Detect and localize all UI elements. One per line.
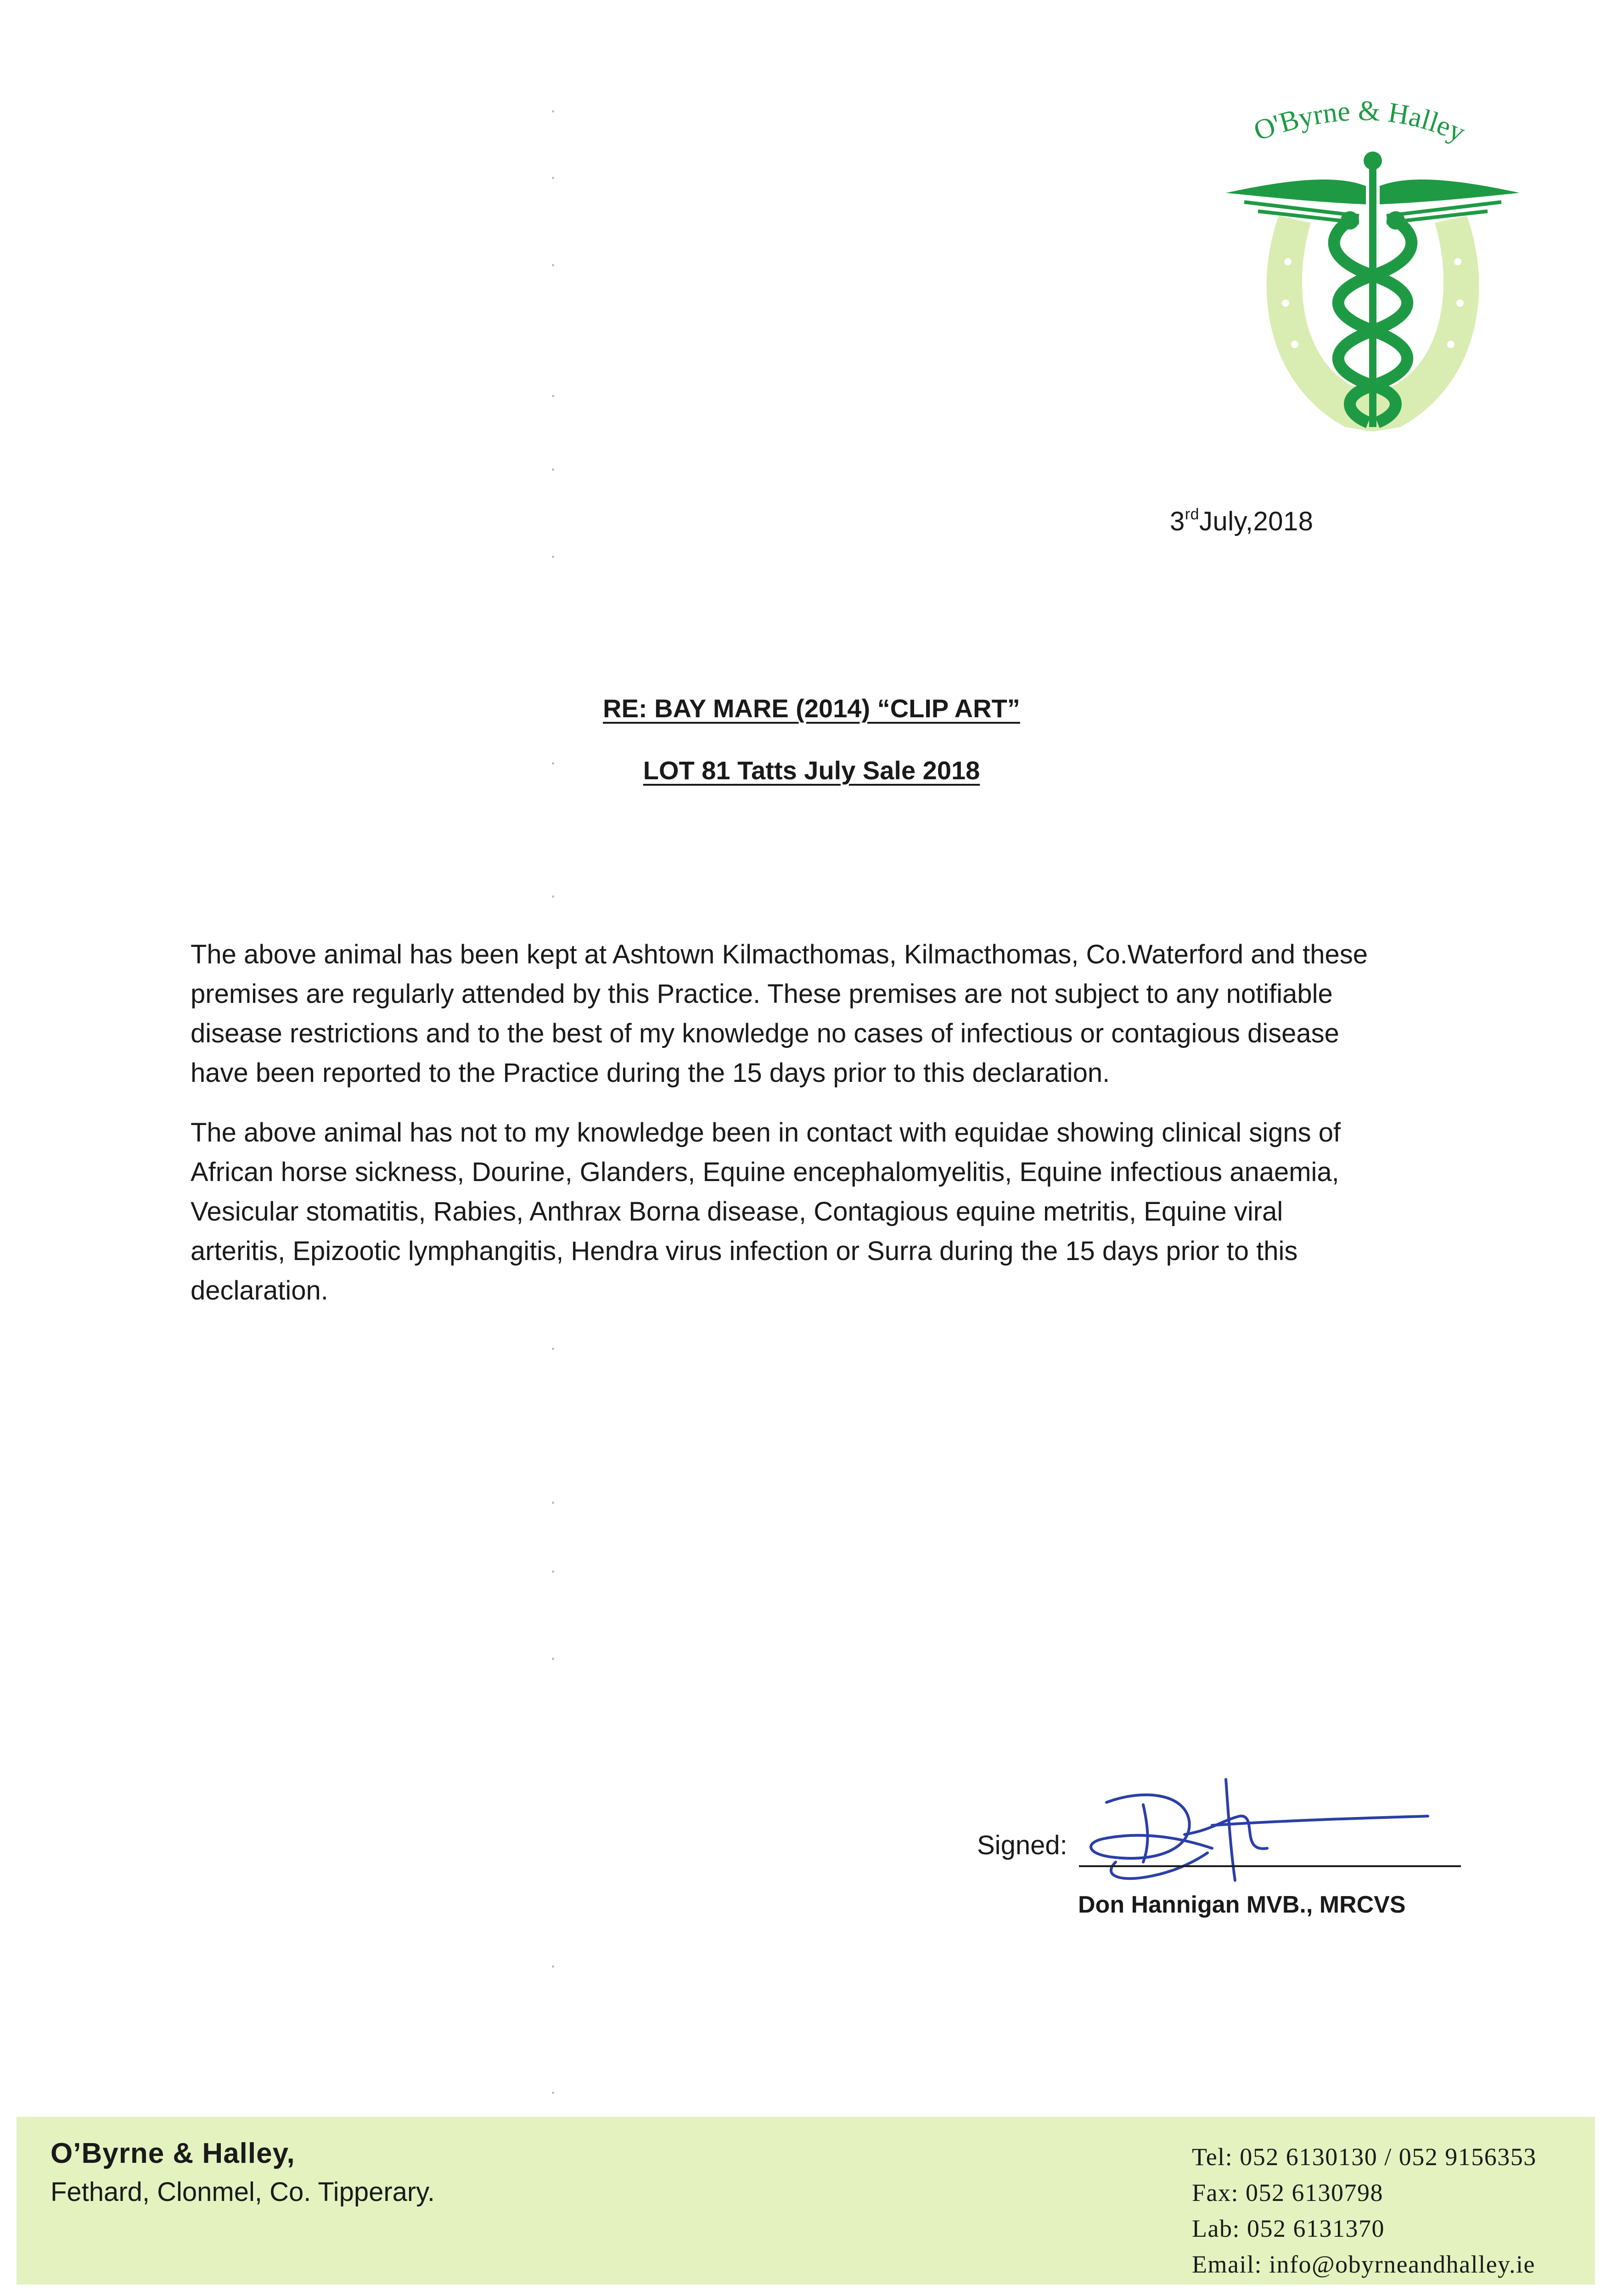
paragraph-line: have been reported to the Practice during the 15 days prior to this declaration. xyxy=(191,1058,1110,1088)
handwritten-signature xyxy=(1074,1770,1432,1890)
scan-dot xyxy=(552,2092,554,2094)
scan-dot xyxy=(552,264,554,266)
scan-dot xyxy=(552,110,554,113)
reference-line-2: LOT 81 Tatts July Sale 2018 xyxy=(643,756,980,785)
scan-dot xyxy=(552,177,554,179)
date-rest: July,2018 xyxy=(1199,506,1314,536)
scan-dot xyxy=(552,1658,554,1660)
paragraph-line: African horse sickness, Dourine, Glanders, Equine encephalomyelitis, Equine infectious anaemia, xyxy=(191,1157,1339,1187)
scan-dot xyxy=(552,1570,554,1573)
footer-fax: Fax: 052 6130798 xyxy=(1192,2179,1384,2206)
paragraph-line: disease restrictions and to the best of my knowledge no cases of infectious or contagious disease xyxy=(191,1019,1339,1048)
reference-line-1: RE: BAY MARE (2014) “CLIP ART” xyxy=(603,694,1020,723)
footer-tel: Tel: 052 6130130 / 052 9156353 xyxy=(1192,2143,1537,2171)
scan-dot xyxy=(552,556,554,558)
footer-practice-name: O’Byrne & Halley, xyxy=(51,2138,295,2169)
practice-logo xyxy=(1207,64,1538,459)
signature-line xyxy=(1079,1865,1461,1867)
paragraph-line: Vesicular stomatitis, Rabies, Anthrax Borna disease, Contagious equine metritis, Equine viral xyxy=(191,1197,1283,1227)
footer-email: Email: info@obyrneandhalley.ie xyxy=(1192,2251,1536,2278)
body-paragraph-1 xyxy=(191,935,1430,1093)
paragraph-line: The above animal has been kept at Ashtown Kilmacthomas, Kilmacthomas, Co.Waterford and these xyxy=(191,940,1368,969)
scan-dot xyxy=(552,1502,554,1504)
footer-contact-block xyxy=(1192,2139,1537,2282)
scan-dot xyxy=(552,895,554,898)
footer-lab: Lab: 052 6131370 xyxy=(1192,2215,1385,2242)
letter-date xyxy=(1170,506,1313,537)
date-suffix: rd xyxy=(1185,506,1199,523)
footer-address: Fethard, Clonmel, Co. Tipperary. xyxy=(51,2177,435,2207)
letter-footer xyxy=(17,2117,1595,2285)
paragraph-line: declaration. xyxy=(191,1276,328,1306)
date-day: 3 xyxy=(1170,506,1185,536)
body-paragraph-2 xyxy=(191,1113,1430,1311)
paragraph-line: arteritis, Epizootic lymphangitis, Hendra virus infection or Surra during the 15 days prior to this xyxy=(191,1236,1298,1266)
signed-label: Signed: xyxy=(977,1830,1067,1860)
scan-dot xyxy=(552,1965,554,1968)
signer-name: Don Hannigan MVB., MRCVS xyxy=(1078,1891,1406,1918)
scan-dot xyxy=(552,1348,554,1350)
paragraph-line: The above animal has not to my knowledge been in contact with equidae showing clinical signs of xyxy=(191,1118,1341,1148)
scan-dot xyxy=(552,395,554,397)
scan-dot xyxy=(552,468,554,471)
paragraph-line: premises are regularly attended by this Practice. These premises are not subject to any notifiable xyxy=(191,979,1333,1009)
logo-text: O'Byrne & Halley xyxy=(1250,95,1470,149)
